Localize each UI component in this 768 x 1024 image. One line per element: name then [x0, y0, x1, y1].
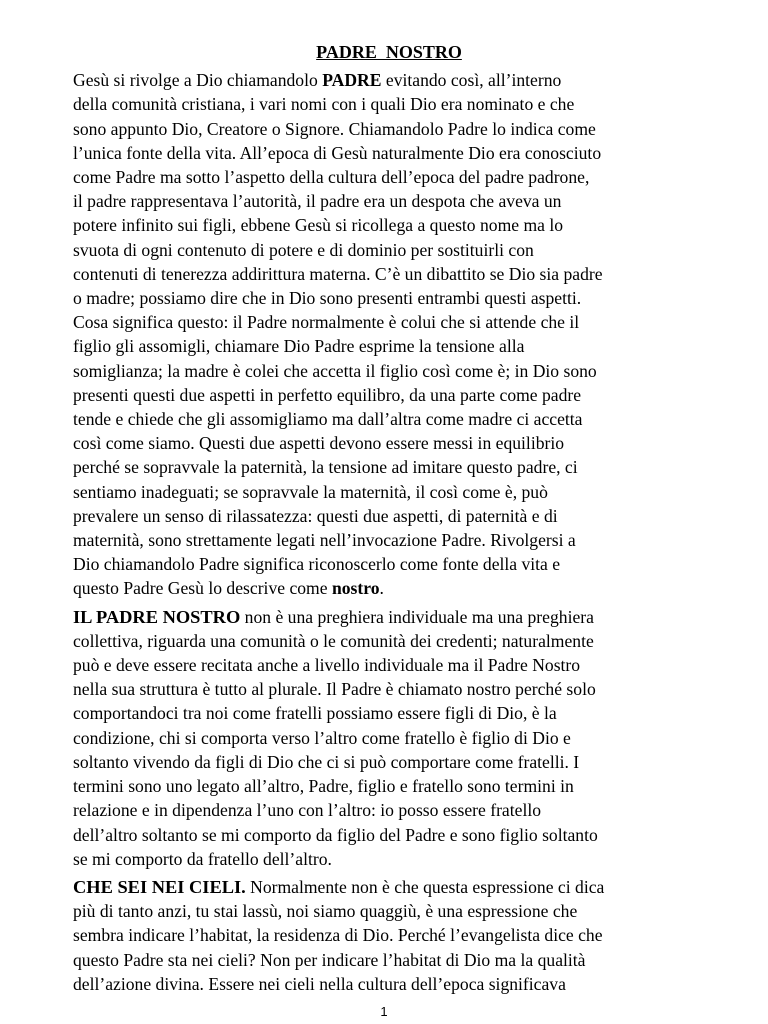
text-run: non è una preghiera individuale ma una preghiera: [240, 606, 594, 627]
text-run: potere infinito sui figli, ebbene Gesù si ricollega a questo nome ma lo: [73, 215, 564, 236]
text-run: tende e chiede che gli assomigliamo ma dall’altra come madre ci accetta: [73, 409, 583, 430]
text-line: [73, 847, 705, 871]
text-line: [73, 750, 705, 774]
text-run: contenuti di tenerezza addirittura materna. C’è un dibattito se Dio sia padre: [73, 263, 603, 284]
text-run: soltanto vivendo da figli di Dio che ci si può comportare come fratelli. I: [73, 751, 580, 772]
text-run: .: [379, 578, 384, 599]
text-run: svuota di ogni contenuto di potere e di dominio per sostituirli con: [73, 239, 534, 260]
paragraph: [73, 68, 705, 600]
text-line: [73, 726, 705, 750]
text-run: evitando così, all’interno: [381, 70, 562, 91]
text-line: [73, 334, 705, 358]
text-line: [73, 528, 705, 552]
text-line: [73, 286, 705, 310]
text-run: o madre; possiamo dire che in Dio sono presenti entrambi questi aspetti.: [73, 288, 582, 309]
text-run: sentiamo inadeguati; se sopravvale la maternità, il così come è, può: [73, 481, 548, 502]
text-line: [73, 629, 705, 653]
text-run: dell’altro soltanto se mi comporto da figlio del Padre e sono figlio soltanto: [73, 824, 598, 845]
text-line: [73, 504, 705, 528]
text-run: questo Padre sta nei cieli? Non per indicare l’habitat di Dio ma la qualità: [73, 949, 586, 970]
text-run: presenti questi due aspetti in perfetto equilibro, da una parte come padre: [73, 384, 582, 405]
text-run: comportandoci tra noi come fratelli possiamo essere figli di Dio, è la: [73, 703, 557, 724]
text-line: [73, 262, 705, 286]
text-line: [73, 310, 705, 334]
text-line: [73, 798, 705, 822]
text-line: [73, 92, 705, 116]
bold-text: nostro: [331, 578, 380, 599]
text-line: [73, 875, 705, 899]
page-title: PADRE NOSTRO: [316, 42, 462, 62]
text-run: Normalmente non è che questa espressione ci dica: [245, 876, 605, 897]
text-run: può e deve essere recitata anche a livello individuale ma il Padre Nostro: [73, 655, 581, 676]
text-line: [73, 165, 705, 189]
text-run: sono appunto Dio, Creatore o Signore. Chiamandolo Padre lo indica come: [73, 118, 596, 139]
text-line: [73, 141, 705, 165]
document-page: [73, 40, 705, 1000]
text-line: [73, 552, 705, 576]
text-run: condizione, chi si comporta verso l’altro come fratello è figlio di Dio e: [73, 727, 571, 748]
text-run: nella sua struttura è tutto al plurale. Il Padre è chiamato nostro perché solo: [73, 679, 596, 700]
text-run: più di tanto anzi, tu stai lassù, noi siamo quaggiù, è una espressione che: [73, 901, 578, 922]
section-heading: CHE SEI NEI CIELI.: [73, 876, 246, 897]
text-run: Cosa significa questo: il Padre normalmente è colui che si attende che il: [73, 312, 580, 333]
text-run: maternità, sono strettamente legati nell’invocazione Padre. Rivolgersi a: [73, 530, 576, 551]
text-line: [73, 677, 705, 701]
text-run: il padre rappresentava l’autorità, il padre era un despota che aveva un: [73, 191, 562, 212]
text-line: [73, 701, 705, 725]
text-run: perché se sopravvale la paternità, la tensione ad imitare questo padre, ci: [73, 457, 578, 478]
paragraph: [73, 875, 705, 996]
text-line: [73, 972, 705, 996]
text-line: [73, 576, 705, 600]
text-run: prevalere un senso di rilassatezza: questi due aspetti, di paternità e di: [73, 505, 558, 526]
text-run: questo Padre Gesù lo descrive come: [73, 578, 332, 599]
text-line: [73, 407, 705, 431]
paragraph: [73, 605, 705, 871]
text-run: relazione e in dipendenza l’uno con l’altro: io posso essere fratello: [73, 800, 542, 821]
text-run: se mi comporto da fratello dell’altro.: [73, 848, 332, 869]
text-run: figlio gli assomigli, chiamare Dio Padre esprime la tensione alla: [73, 336, 525, 357]
text-line: [73, 455, 705, 479]
text-line: [73, 923, 705, 947]
text-run: Gesù si rivolge a Dio chiamandolo: [73, 70, 323, 91]
text-line: [73, 117, 705, 141]
text-line: [73, 383, 705, 407]
text-run: Dio chiamandolo Padre significa riconoscerlo come fonte della vita e: [73, 554, 561, 575]
text-line: [73, 899, 705, 923]
text-line: [73, 774, 705, 798]
text-run: sembra indicare l’habitat, la residenza di Dio. Perché l’evangelista dice che: [73, 925, 603, 946]
text-run: così come siamo. Questi due aspetti devono essere messi in equilibrio: [73, 433, 565, 454]
text-run: termini sono uno legato all’altro, Padre, figlio e fratello sono termini in: [73, 776, 574, 797]
text-line: [73, 653, 705, 677]
text-line: [73, 431, 705, 455]
text-line: [73, 189, 705, 213]
text-line: [73, 359, 705, 383]
text-line: [73, 238, 705, 262]
text-line: [73, 823, 705, 847]
section-heading: IL PADRE NOSTRO: [73, 606, 241, 627]
text-run: della comunità cristiana, i vari nomi con i quali Dio era nominato e che: [73, 94, 575, 115]
text-line: [73, 948, 705, 972]
text-run: somiglianza; la madre è colei che accetta il figlio così come è; in Dio sono: [73, 360, 597, 381]
page-number: 1: [380, 1004, 388, 1019]
text-line: [73, 68, 705, 92]
text-run: l’unica fonte della vita. All’epoca di Gesù naturalmente Dio era conosciuto: [73, 142, 602, 163]
text-run: dell’azione divina. Essere nei cieli nella cultura dell’epoca significava: [73, 973, 566, 994]
bold-text: PADRE: [322, 70, 382, 91]
document-body: [73, 68, 705, 996]
text-line: [73, 605, 705, 629]
text-line: [73, 213, 705, 237]
text-run: come Padre ma sotto l’aspetto della cultura dell’epoca del padre padrone,: [73, 167, 590, 188]
text-run: collettiva, riguarda una comunità o le comunità dei credenti; naturalmente: [73, 630, 594, 651]
text-line: [73, 480, 705, 504]
